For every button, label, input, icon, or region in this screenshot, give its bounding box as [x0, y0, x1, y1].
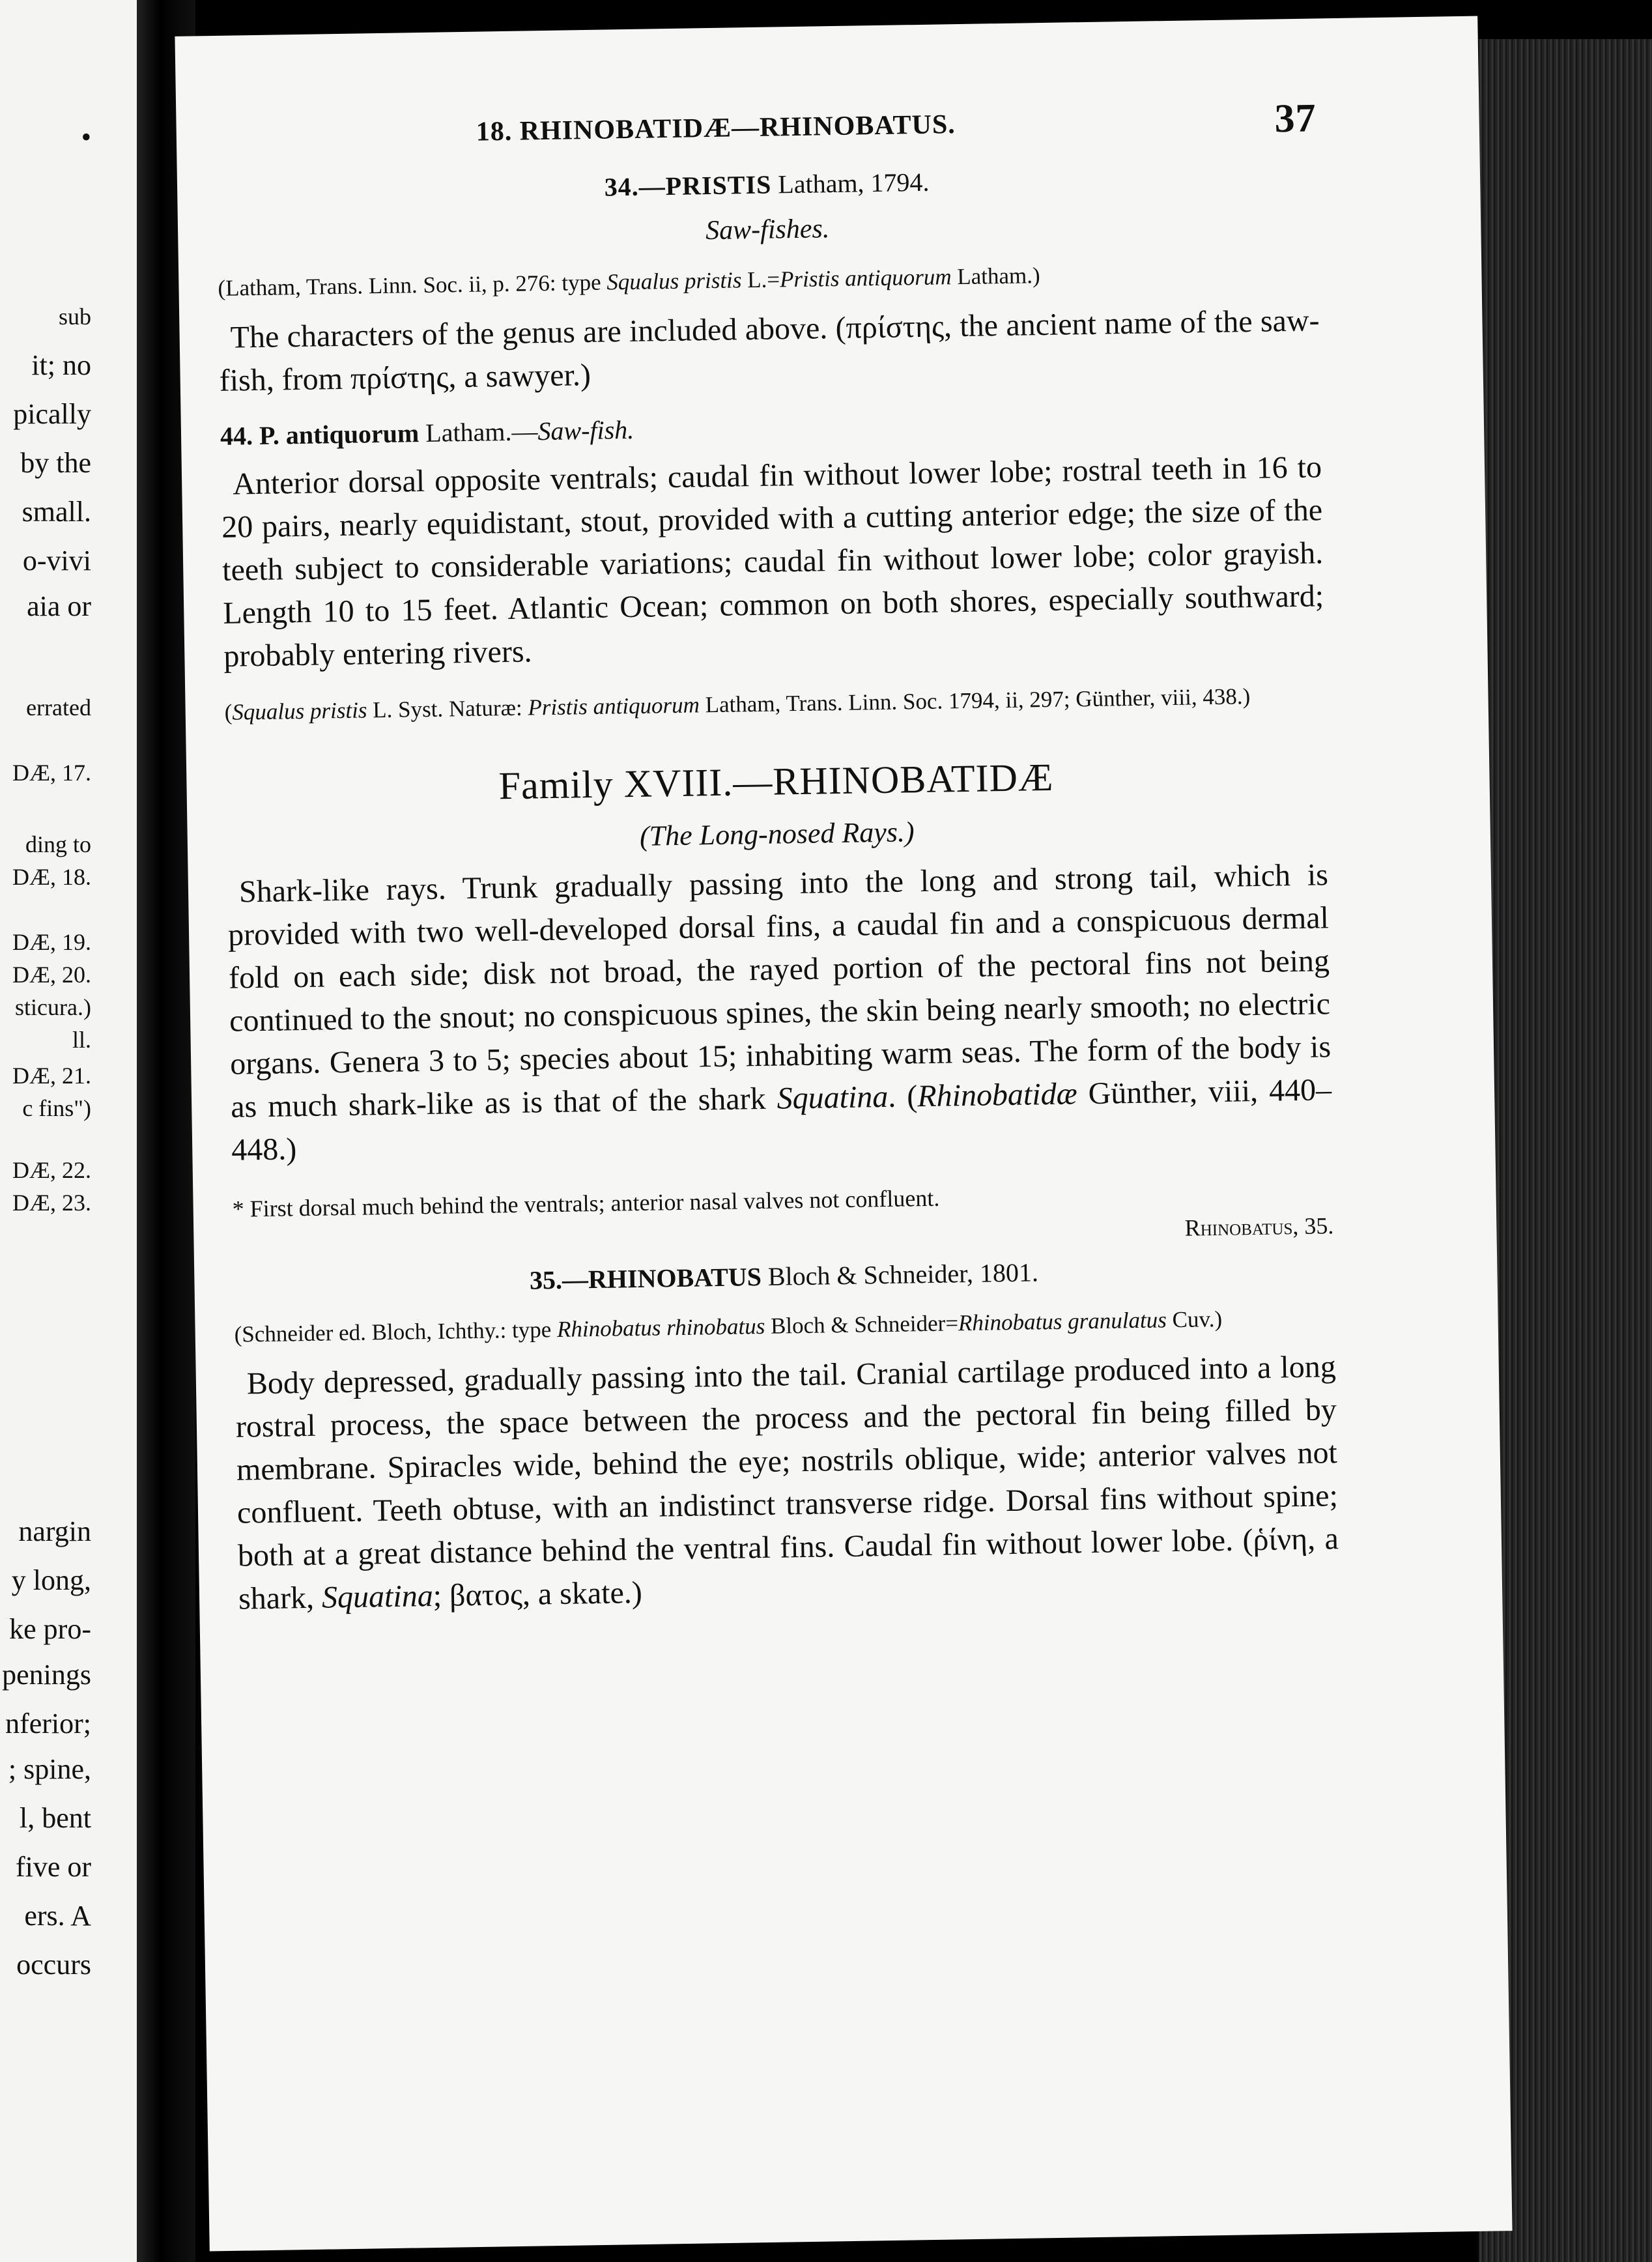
facing-page-fragment [0, 0, 137, 2262]
key-entry: * First dorsal much behind the ventrals; anterior nasal valves not confluent. [232, 1184, 940, 1222]
para-text: Shark-like rays. Trunk gradually passing into the long and strong tail, which is provided with two well-developed dorsal fins, a caudal fin and a conspicuous dermal fold on each side; disk not broad, the rayed portion of the pectoral fins not being continued to the snout; no conspicuous spines, the skin being nearly smooth; no electric organs. Genera 3 to 5; species about 15; inhabiting warm seas. The form of the body is as much shark-like as is that of the shark [227, 857, 1332, 1124]
facing-page-text: nargin [18, 1515, 91, 1547]
facing-page-text: DÆ, 18. [12, 864, 91, 890]
facing-page-text: pically [13, 398, 91, 430]
species-author: Latham.— [425, 416, 538, 448]
ref-text: (Schneider ed. Bloch, Ichthy.: type [234, 1316, 558, 1347]
facing-page-text: DÆ, 17. [12, 760, 91, 786]
facing-page-text: ke pro- [9, 1613, 91, 1645]
ref-italic: Pristis antiquorum [528, 692, 700, 721]
para-text: . ( [887, 1079, 918, 1114]
ref-text: L.= [741, 266, 780, 293]
facing-page-text: l, bent [20, 1802, 91, 1834]
facing-page-text: penings [2, 1659, 91, 1691]
genus-author: Bloch & Schneider, 1801. [767, 1257, 1039, 1291]
page-content [215, 96, 1339, 1620]
ref-text: Cuv.) [1166, 1306, 1223, 1333]
facing-page-text: by the [20, 447, 91, 479]
family-subtitle: (The Long-nosed Rays.) [639, 816, 915, 852]
facing-page-text: aia or [27, 590, 91, 622]
book-page [175, 16, 1512, 2252]
para-text: Body depressed, gradually passing into the tail. Cranial cartilage produced into a long rostral process, the space between the process and the pectoral fin being filled by membrane. Spiracles wide, behind the eye; nostrils oblique, wide; anterior valves not confluent. Teeth obtuse, with an indistinct transverse ridge. Dorsal fins without spine; both at a great distance behind the ventral fins. Caudal fin without lower lobe. (ῥίνη, a shark, [235, 1349, 1339, 1616]
facing-page-text: DÆ, 22. [12, 1157, 91, 1183]
para-text: Günther, viii, 440–448.) [231, 1072, 1332, 1167]
facing-page-text: ding to [25, 831, 91, 857]
species-description: Anterior dorsal opposite ventrals; caudal fin without lower lobe; rostral teeth in 16 to 20 pairs, nearly equidistant, stout, provided with a cutting anterior edge; the size of the teeth subject to considerable variations; caudal fin without lower lobe; color grayish. Length 10 to 15 feet. Atlantic Ocean; common on both shores, especially southward; probably entering rivers. [221, 450, 1324, 674]
genus-name: 35.—RHINOBATUS [529, 1262, 762, 1295]
species-common-name: Saw-fish. [537, 414, 634, 446]
key-target: Rhinobatus, 35. [1184, 1212, 1334, 1241]
ref-italic: Rhinobatus rhinobatus [556, 1313, 765, 1342]
para-italic: Squatina [776, 1079, 889, 1116]
facing-page-text: sticura.) [15, 994, 91, 1020]
ref-text: Latham, Trans. Linn. Soc. 1794, ii, 297; Günther, viii, 438.) [699, 683, 1251, 718]
genus-description [235, 1345, 1339, 1620]
facing-page-text: y long, [11, 1564, 91, 1596]
species-reference [224, 679, 1326, 729]
facing-page-text: c fins") [22, 1095, 91, 1121]
genus-heading-pristis [216, 160, 1318, 208]
para-italic: Rhinobatidæ [917, 1076, 1078, 1114]
para-text: ; βατος, a skate.) [433, 1575, 643, 1613]
running-head-title: 18. RHINOBATIDÆ—RHINOBATUS. [476, 109, 956, 147]
species-name: 44. P. antiquorum [220, 418, 420, 451]
genus-description: The characters of the genus are included above. (πρίστης, the ancient name of the saw-fish, from πρίστης, a sawyer.) [219, 303, 1320, 398]
para-italic: Squatina [321, 1578, 434, 1615]
facing-page-text: • [81, 121, 91, 153]
facing-page-text: DÆ, 23. [12, 1190, 91, 1216]
page-number: 37 [1274, 96, 1317, 141]
facing-page-text: nferior; [5, 1708, 91, 1739]
facing-page-text: ers. A [24, 1900, 91, 1932]
facing-page-text: o-vivi [22, 545, 91, 577]
facing-page-text: DÆ, 21. [12, 1063, 91, 1089]
ref-text: ( [224, 699, 233, 725]
genus-reference [218, 255, 1319, 305]
ref-text: Latham.) [951, 263, 1040, 290]
facing-page-text: small. [21, 496, 91, 528]
ref-italic: Pristis antiquorum [779, 264, 952, 293]
genus-author: Latham, 1794. [777, 167, 930, 199]
facing-page-text: five or [15, 1851, 91, 1883]
species-heading [220, 403, 1322, 451]
facing-page-text: sub [58, 304, 91, 330]
ref-italic: Squalus pristis [232, 697, 367, 725]
ref-italic: Squalus pristis [606, 267, 742, 295]
genus-common-name: Saw-fishes. [705, 214, 830, 246]
facing-page-text: errated [26, 694, 91, 721]
ref-text: L. Syst. Naturæ: [367, 694, 528, 723]
ref-italic: Rhinobatus granulatus [958, 1307, 1167, 1336]
facing-page-text: ; spine, [8, 1753, 91, 1785]
facing-page-text: occurs [16, 1949, 91, 1981]
ref-text: (Latham, Trans. Linn. Soc. ii, p. 276: type [218, 269, 607, 301]
genus-name: 34.—PRISTIS [604, 169, 772, 202]
genus-reference [234, 1301, 1335, 1351]
genus-heading-rhinobatus [233, 1252, 1335, 1300]
facing-page-text: DÆ, 20. [12, 962, 91, 988]
family-description [227, 853, 1333, 1171]
running-head [215, 96, 1317, 166]
family-heading: Family XVIII.—RHINOBATIDÆ [498, 755, 1054, 808]
facing-page-text: ll. [72, 1027, 91, 1053]
facing-page-text: DÆ, 19. [12, 929, 91, 955]
facing-page-text: it; no [31, 349, 91, 381]
ref-text: Bloch & Schneider= [764, 1310, 959, 1339]
